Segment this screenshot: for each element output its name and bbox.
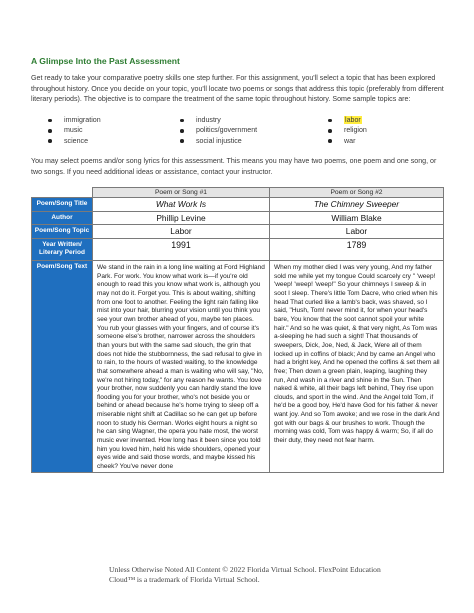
table-header-row	[32, 188, 444, 198]
footer-line-1: Unless Otherwise Noted All Content © 2022 Florida Virtual School. FlexPoint Education	[109, 565, 381, 574]
topic-poem-1: Labor	[93, 225, 270, 239]
author-poem-2: William Blake	[270, 211, 444, 225]
row-label-author: Author	[32, 211, 93, 225]
table-row	[32, 211, 444, 225]
topic-label: immigration	[64, 116, 101, 124]
topic-label: social injustice	[196, 136, 242, 145]
year-poem-2: 1789	[270, 238, 444, 260]
table-row	[32, 198, 444, 212]
table-row	[32, 225, 444, 239]
topic-label: music	[64, 126, 83, 135]
comparison-table	[31, 187, 444, 473]
topic-item	[328, 136, 428, 146]
table-row	[32, 260, 444, 472]
intro-paragraph: Get ready to take your comparative poetry skills one step further. For this assignment, you'll select a topic that has been explored throughout history. Once you decide on your topic, you'll locate two poems or songs that address this topic (preferably from different literary periods). The objective is to compare the treatment of the same topic throughout history. Some sample topics are:	[31, 74, 444, 104]
topic-item	[48, 136, 180, 146]
topic-item	[180, 125, 328, 135]
row-label-title: Poem/Song Title	[32, 198, 93, 212]
row-label-text: Poem/Song Text	[32, 260, 93, 472]
header-poem-2: Poem or Song #2	[270, 188, 444, 198]
topic-label-highlighted: labor	[345, 116, 361, 124]
page-title: A Glimpse Into the Past Assessment	[31, 56, 180, 66]
row-label-topic: Poem/Song Topic	[32, 225, 93, 239]
table-row	[32, 238, 444, 260]
topic-label: science	[64, 136, 89, 145]
topic-item	[180, 136, 328, 146]
header-poem-1: Poem or Song #1	[93, 188, 270, 198]
year-poem-1: 1991	[93, 238, 270, 260]
footer-line-2: Cloud™ is a trademark of Florida Virtual School.	[109, 575, 260, 584]
author-poem-1: Phillip Levine	[93, 211, 270, 225]
instructions-paragraph: You may select poems and/or song lyrics for this assessment. This means you may have two poems, one poem and one song, or two songs. If you need additional ideas or assistance, contact your instructor.	[31, 157, 437, 176]
title-poem-1: What Work Is	[93, 198, 270, 212]
topic-label: war	[344, 136, 356, 145]
topic-label: industry	[196, 116, 221, 124]
copyright-footer	[109, 565, 439, 585]
row-label-year: Year Written/ Literary Period	[32, 238, 93, 260]
topic-poem-2: Labor	[270, 225, 444, 239]
topic-item	[180, 115, 328, 125]
text-poem-1: We stand in the rain in a long line waiting at Ford Highland Park. For work. You know what work is—if you're old enough to read this you know what work is, although you may not do it. Forget you. This is about waiting, shifting from one foot to another. Feeling the light rain falling like mist into your hair, blurring your vision until you think you see your own brother ahead of you, maybe ten places. You rub your glasses with your fingers, and of course it's someone else's brother, narrower across the shoulders than yours but with the same sad slouch, the grin that does not hide the stubbornness, the sad refusal to give in to rain, to the hours of wasted waiting, to the knowledge that somewhere ahead a man is waiting who will say, "No, we're not hiring today," for any reason he wants. You love your brother, now suddenly you can hardly stand the love flooding you for your brother, who's not beside you or behind or ahead because he's home trying to sleep off a miserable night shift at Cadillac so he can get up before noon to study his German. Works eight hours a night so he can sing Wagner, the opera you hate most, the worst music ever invented. How long has it been since you told him you loved him, held his wide shoulders, opened your eyes wide and said those words, and maybe kissed his cheek? You've never done	[93, 260, 270, 472]
topic-list	[48, 115, 428, 146]
topic-item	[328, 125, 428, 135]
topic-label: religion	[344, 126, 367, 135]
text-poem-2: When my mother died I was very young, And my father sold me while yet my tongue Could scarcely cry " 'weep! 'weep! 'weep! 'weep!" So your chimneys I sweep & in soot I sleep. There's little Tom Dacre, who cried when his head That curled like a lamb's back, was shaved, so I said, "Hush, Tom! never mind it, for when your head's bare, You know that the soot cannot spoil your white hair." And so he was quiet, & that very night, As Tom was a-sleeping he had such a sight! That thousands of sweepers, Dick, Joe, Ned, & Jack, Were all of them locked up in coffins of black; And by came an Angel who had a bright key, And he opened the coffins & set them all free; Then down a green plain, leaping, laughing they run, And wash in a river and shine in the Sun. Then naked & white, all their bags left behind, They rise upon clouds, and sport in the wind. And the Angel told Tom, if he'd be a good boy, He'd have God for his father & never want joy. And so Tom awoke; and we rose in the dark And got with our bags & our brushes to work. Though the morning was cold, Tom was happy & warm; So, if all do their duty, they need not fear harm.	[270, 260, 444, 472]
topic-label: politics/government	[196, 126, 258, 135]
header-blank	[32, 188, 93, 198]
topic-item	[48, 115, 180, 125]
topic-item	[328, 115, 428, 125]
topic-item	[48, 125, 180, 135]
title-poem-2: The Chimney Sweeper	[270, 198, 444, 212]
